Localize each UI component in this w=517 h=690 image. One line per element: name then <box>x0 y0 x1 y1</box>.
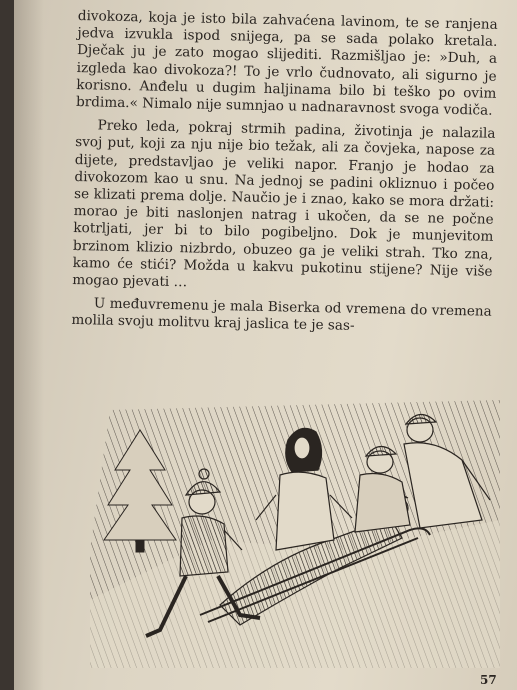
gutter-shadow <box>14 0 44 690</box>
paragraph-2: Preko leda, pokraj strmih padina, životinja je nalazila svoj put, koji za nju nije bio težak, ali za čovjeka, napose za dijete, predstavljao je veliki napor. Franjo je hodao za divokozom kao u snu. Na jednoj se padini okliznuo i počeo se klizati prema dolje. Naučio je i znao, kako se mora držati: morao je biti naslonjen natrag i ukočen, da se ne počne kotrljati, jer bi to bilo pogibeljno. Dok je munjevitom brzinom klizio nizbrdo, obuzeo ga je veliki strah. Tko zna, kamo će stići? Možda u kakvu pukotinu stijene? Nije više mogao pjevati … <box>72 117 496 291</box>
page-number: 57 <box>480 673 497 687</box>
illustration-sled-rescue <box>90 400 500 668</box>
paragraph-3: U međuvremenu je mala Biserka od vremena do vremena molila svoju molitvu kraj jaslica te je sas- <box>71 295 492 335</box>
book-page <box>14 0 517 690</box>
body-text <box>71 8 498 338</box>
paragraph-1: divokoza, koja je isto bila zahvaćena lavinom, te se ranjena jedva izvukla ispod snijega, pa se sada polako kretala. Dječak ju je zato mogao slijediti. Razmišljao je: »Duh, a izgleda kao divokoza?! To je vrlo čudnovato, ali sigurno je korisno. Anđelu u dugim haljinama bilo bi teško po ovim brdima.« Nimalo nije sumnjao u nadnaravnost svoga vodiča. <box>75 8 498 119</box>
